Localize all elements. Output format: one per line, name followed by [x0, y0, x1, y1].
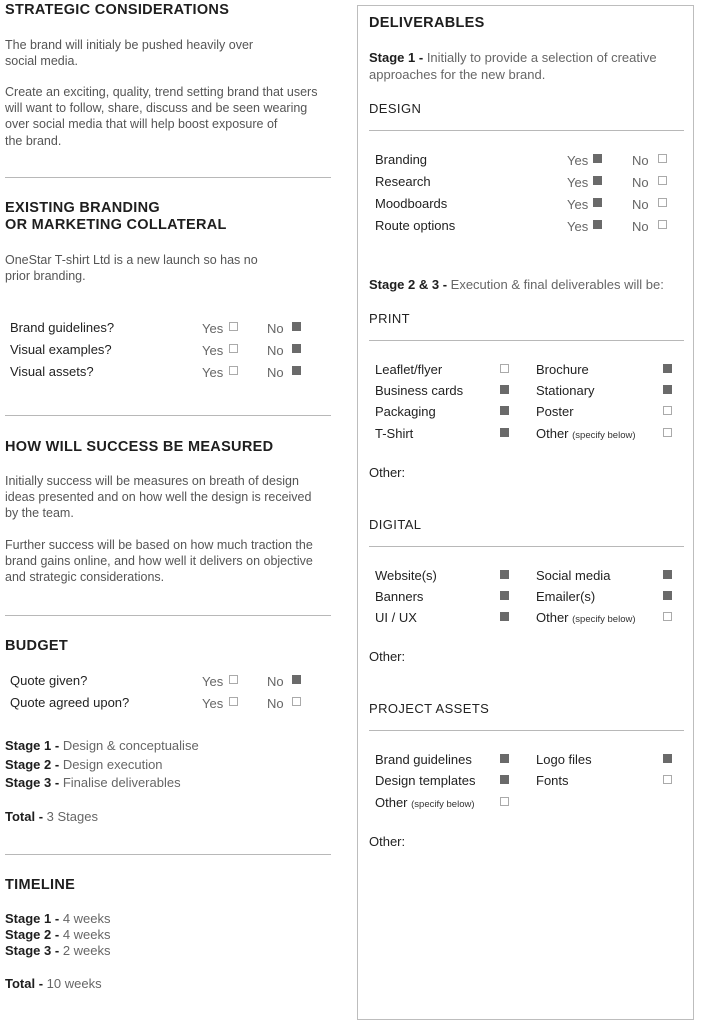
no-label: No: [267, 343, 284, 358]
existing-branding-title: EXISTING BRANDING OR MARKETING COLLATERAL: [5, 200, 227, 233]
digital-other-field[interactable]: Other:: [369, 649, 406, 664]
assets-other-field[interactable]: Other:: [369, 834, 406, 849]
divider: [5, 615, 331, 616]
brand-guidelines-yes-checkbox[interactable]: [229, 322, 238, 331]
visual-examples-label: Visual examples?: [10, 342, 112, 357]
yes-label: Yes: [202, 365, 224, 380]
brand-guidelines-label: Brand guidelines?: [10, 320, 115, 335]
route-options-yes-checkbox[interactable]: [593, 220, 602, 229]
moodboards-no-checkbox[interactable]: [658, 198, 667, 207]
branding-label: Branding: [375, 152, 428, 167]
visual-assets-no-checkbox[interactable]: [292, 366, 301, 375]
design-templates-label: Design templates: [375, 773, 476, 788]
ui-ux-checkbox[interactable]: [500, 612, 509, 621]
branding-yes-checkbox[interactable]: [593, 154, 602, 163]
divider: [369, 730, 684, 731]
yes-label: Yes: [567, 175, 589, 190]
budget-stage-3: Stage 3 - Finalise deliverables: [5, 775, 181, 790]
budget-stage-1: Stage 1 - Design & conceptualise: [5, 738, 199, 753]
divider: [369, 340, 684, 341]
branding-no-checkbox[interactable]: [658, 154, 667, 163]
fonts-checkbox[interactable]: [663, 775, 672, 784]
poster-label: Poster: [536, 404, 574, 419]
print-other-field[interactable]: Other:: [369, 465, 406, 480]
asset-brand-guidelines-label: Brand guidelines: [375, 752, 472, 767]
divider: [5, 415, 331, 416]
business-cards-label: Business cards: [375, 383, 464, 398]
timeline-total: Total - 10 weeks: [5, 976, 102, 991]
moodboards-label: Moodboards: [375, 196, 448, 211]
strategic-text-1: The brand will initialy be pushed heavily over social media.: [5, 38, 254, 69]
leaflet-flyer-checkbox[interactable]: [500, 364, 509, 373]
divider: [369, 546, 684, 547]
yes-label: Yes: [567, 219, 589, 234]
divider: [5, 854, 331, 855]
stationary-label: Stationary: [536, 383, 595, 398]
research-yes-checkbox[interactable]: [593, 176, 602, 185]
quote-agreed-no-checkbox[interactable]: [292, 697, 301, 706]
yes-label: Yes: [202, 321, 224, 336]
no-label: No: [267, 321, 284, 336]
yes-label: Yes: [567, 153, 589, 168]
digital-title: DIGITAL: [369, 517, 422, 532]
timeline-stage-2: Stage 2 - 4 weeks: [5, 927, 111, 942]
timeline-title: TIMELINE: [5, 877, 76, 893]
existing-branding-text: OneStar T-shirt Ltd is a new launch so has no prior branding.: [5, 253, 258, 284]
websites-checkbox[interactable]: [500, 570, 509, 579]
no-label: No: [632, 175, 649, 190]
budget-title: BUDGET: [5, 638, 69, 654]
quote-given-yes-checkbox[interactable]: [229, 675, 238, 684]
yes-label: Yes: [202, 674, 224, 689]
brochure-checkbox[interactable]: [663, 364, 672, 373]
design-title: DESIGN: [369, 101, 422, 116]
banners-label: Banners: [375, 589, 424, 604]
social-media-label: Social media: [536, 568, 611, 583]
emailers-checkbox[interactable]: [663, 591, 672, 600]
no-label: No: [632, 153, 649, 168]
design-templates-checkbox[interactable]: [500, 775, 509, 784]
packaging-checkbox[interactable]: [500, 406, 509, 415]
logo-files-label: Logo files: [536, 752, 592, 767]
no-label: No: [632, 219, 649, 234]
research-no-checkbox[interactable]: [658, 176, 667, 185]
strategic-text-2: Create an exciting, quality, trend setting brand that users will want to follow, share, discuss and be seen wearing over social media that will help boost exposure of the brand.: [5, 85, 318, 148]
strategic-title: STRATEGIC CONSIDERATIONS: [5, 2, 230, 18]
print-other-checkbox[interactable]: [663, 428, 672, 437]
digital-other-checkbox[interactable]: [663, 612, 672, 621]
digital-other-label: Other (specify below): [536, 610, 636, 625]
divider: [5, 177, 331, 178]
asset-brand-guidelines-checkbox[interactable]: [500, 754, 509, 763]
timeline-stages: [5, 911, 111, 959]
no-label: No: [267, 674, 284, 689]
route-options-label: Route options: [375, 218, 456, 233]
assets-other-label: Other (specify below): [375, 795, 475, 810]
no-label: No: [632, 197, 649, 212]
fonts-label: Fonts: [536, 773, 569, 788]
tshirt-label: T-Shirt: [375, 426, 414, 441]
social-media-checkbox[interactable]: [663, 570, 672, 579]
stage-1-description: Stage 1 - Initially to provide a selection of creative approaches for the new brand.: [369, 50, 657, 82]
tshirt-checkbox[interactable]: [500, 428, 509, 437]
poster-checkbox[interactable]: [663, 406, 672, 415]
packaging-label: Packaging: [375, 404, 436, 419]
no-label: No: [267, 696, 284, 711]
logo-files-checkbox[interactable]: [663, 754, 672, 763]
assets-other-checkbox[interactable]: [500, 797, 509, 806]
yes-label: Yes: [567, 197, 589, 212]
print-other-label: Other (specify below): [536, 426, 636, 441]
yes-label: Yes: [202, 696, 224, 711]
quote-agreed-label: Quote agreed upon?: [10, 695, 130, 710]
budget-stages: [5, 737, 199, 793]
moodboards-yes-checkbox[interactable]: [593, 198, 602, 207]
quote-given-label: Quote given?: [10, 673, 88, 688]
websites-label: Website(s): [375, 568, 437, 583]
project-assets-title: PROJECT ASSETS: [369, 701, 490, 716]
emailers-label: Emailer(s): [536, 589, 596, 604]
divider: [369, 130, 684, 131]
research-label: Research: [375, 174, 431, 189]
quote-given-no-checkbox[interactable]: [292, 675, 301, 684]
leaflet-flyer-label: Leaflet/flyer: [375, 362, 443, 377]
print-title: PRINT: [369, 311, 410, 326]
stationary-checkbox[interactable]: [663, 385, 672, 394]
ui-ux-label: UI / UX: [375, 610, 417, 625]
visual-assets-label: Visual assets?: [10, 364, 94, 379]
no-label: No: [267, 365, 284, 380]
success-text-1: Initially success will be measures on breath of design ideas presented and on how well the design is received by the team.: [5, 474, 312, 521]
stage-2-3-description: Stage 2 & 3 - Execution & final deliverables will be:: [369, 277, 664, 292]
visual-examples-yes-checkbox[interactable]: [229, 344, 238, 353]
route-options-no-checkbox[interactable]: [658, 220, 667, 229]
brand-guidelines-no-checkbox[interactable]: [292, 322, 301, 331]
banners-checkbox[interactable]: [500, 591, 509, 600]
success-title: HOW WILL SUCCESS BE MEASURED: [5, 439, 274, 455]
budget-total: Total - 3 Stages: [5, 809, 98, 824]
success-text-2: Further success will be based on how much traction the brand gains online, and how well it delivers on objective and strategic considerations.: [5, 538, 313, 585]
quote-agreed-yes-checkbox[interactable]: [229, 697, 238, 706]
visual-assets-yes-checkbox[interactable]: [229, 366, 238, 375]
timeline-stage-1: Stage 1 - 4 weeks: [5, 911, 111, 926]
timeline-stage-3: Stage 3 - 2 weeks: [5, 943, 111, 958]
budget-stage-2: Stage 2 - Design execution: [5, 756, 163, 772]
visual-examples-no-checkbox[interactable]: [292, 344, 301, 353]
business-cards-checkbox[interactable]: [500, 385, 509, 394]
yes-label: Yes: [202, 343, 224, 358]
deliverables-title: DELIVERABLES: [369, 15, 485, 31]
brochure-label: Brochure: [536, 362, 589, 377]
